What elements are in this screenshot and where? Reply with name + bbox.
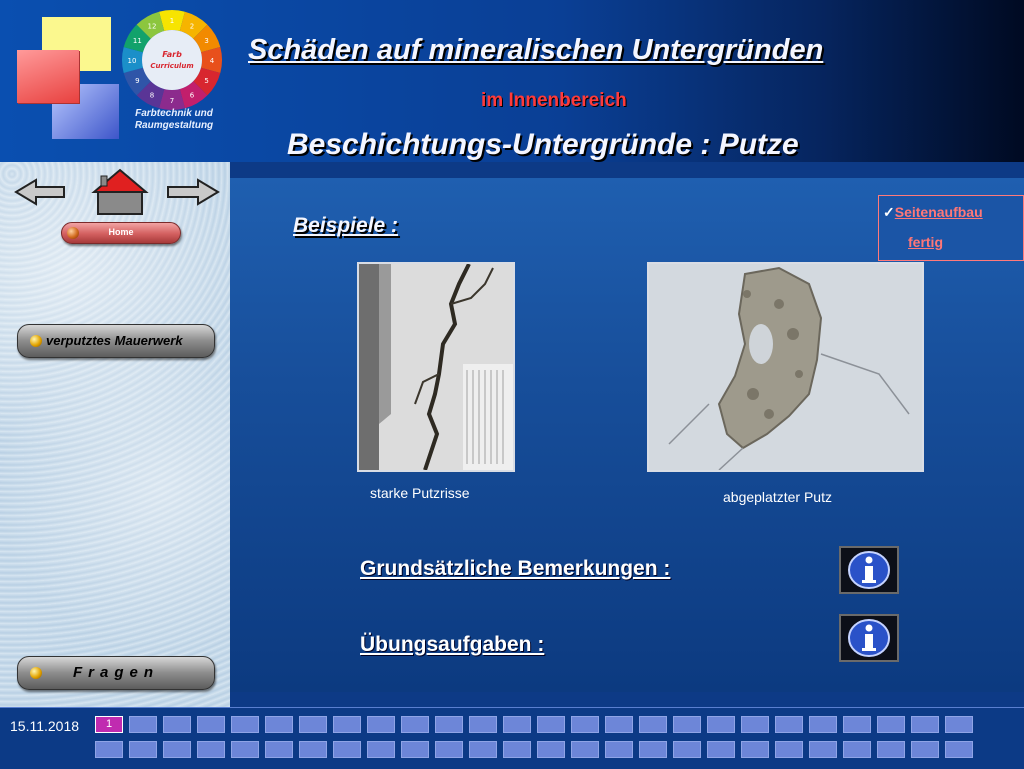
wheel-center [142, 30, 202, 90]
slide-slot[interactable] [367, 716, 395, 733]
wheel-number: 9 [135, 77, 140, 85]
home-house-icon[interactable] [94, 170, 146, 214]
wheel-number: 11 [132, 37, 142, 45]
caption-starke-putzrisse: starke Putzrisse [370, 485, 470, 501]
slide-slot[interactable] [163, 741, 191, 758]
logo-caption-line1: Farbtechnik und [135, 108, 213, 119]
home-button[interactable] [61, 222, 181, 244]
slide-slot[interactable] [537, 741, 565, 758]
slide-slot[interactable] [775, 716, 803, 733]
page-subtitle: im Innenbereich [481, 90, 627, 111]
slide-slot[interactable] [129, 716, 157, 733]
nav-controls [14, 168, 226, 218]
status-line1: Seitenaufbau [894, 204, 983, 220]
slide-slot[interactable] [809, 716, 837, 733]
slide-slot[interactable] [605, 716, 633, 733]
wheel-number: 8 [149, 91, 155, 100]
slide-slot[interactable] [571, 716, 599, 733]
main-content [230, 178, 1024, 692]
slide-slot[interactable] [503, 741, 531, 758]
slide-slot[interactable] [469, 741, 497, 758]
slide-slot[interactable] [299, 741, 327, 758]
slide-slot[interactable] [469, 716, 497, 733]
slide-slot[interactable] [333, 741, 361, 758]
slide-slot[interactable] [911, 716, 939, 733]
logo-caption [126, 108, 222, 132]
uebungsaufgaben-link[interactable]: Übungsaufgaben : [360, 633, 545, 656]
back-arrow-icon[interactable] [16, 180, 64, 204]
info-icon [841, 548, 897, 592]
info-button-uebungsaufgaben[interactable] [839, 614, 899, 662]
slide-slot[interactable] [333, 716, 361, 733]
slide-slot-current[interactable] [95, 716, 123, 733]
slide-slot[interactable] [809, 741, 837, 758]
slide-slot[interactable] [435, 741, 463, 758]
slide-slot[interactable] [673, 716, 701, 733]
slide-slot[interactable] [707, 716, 735, 733]
wheel-number: 6 [189, 91, 195, 100]
slide-slot[interactable] [843, 741, 871, 758]
status-fertig[interactable]: fertig [908, 234, 943, 250]
checkmark-icon: ✓ [883, 204, 895, 220]
slide-slot[interactable] [435, 716, 463, 733]
fragen-button[interactable] [17, 656, 215, 690]
status-box[interactable] [878, 195, 1024, 261]
photo-plaster-cracks [357, 262, 515, 472]
slide-slot[interactable] [639, 716, 667, 733]
sidebar [0, 162, 230, 707]
wheel-number: 5 [204, 77, 209, 85]
slide-slot[interactable] [911, 741, 939, 758]
slide-slot[interactable] [843, 716, 871, 733]
fragen-label: Fragen [73, 664, 160, 681]
slide-slot[interactable] [877, 741, 905, 758]
verputztes-mauerwerk-label: verputztes Mauerwerk [46, 333, 183, 348]
slide-slot[interactable] [367, 741, 395, 758]
slide-slot[interactable] [605, 741, 633, 758]
slide-number: 1 [105, 718, 113, 730]
forward-arrow-icon[interactable] [168, 180, 218, 204]
header [0, 0, 1024, 162]
slide-slot[interactable] [877, 716, 905, 733]
section-title: Beschichtungs-Untergründe : Putze [287, 128, 799, 161]
slide-slot[interactable] [265, 741, 293, 758]
grundsaetzliche-bemerkungen-link[interactable]: Grundsätzliche Bemerkungen : [360, 557, 671, 580]
slide-slot[interactable] [299, 716, 327, 733]
slide-slot[interactable] [231, 741, 259, 758]
caption-abgeplatzter-putz: abgeplatzter Putz [723, 489, 832, 505]
verputztes-mauerwerk-button[interactable] [17, 324, 215, 358]
slide-slot[interactable] [197, 716, 225, 733]
farb-curriculum-logo [120, 8, 224, 112]
wheel-number: 12 [147, 22, 157, 31]
slide-slot[interactable] [95, 741, 123, 758]
wheel-number: 4 [209, 57, 215, 65]
bullet-icon [30, 667, 42, 679]
beispiele-heading: Beispiele : [293, 214, 399, 237]
slide-slot[interactable] [503, 716, 531, 733]
slide-slot[interactable] [571, 741, 599, 758]
logo-caption-line2: Raumgestaltung [134, 120, 214, 131]
slide-slot[interactable] [741, 716, 769, 733]
slide-slot[interactable] [231, 716, 259, 733]
info-icon [841, 616, 897, 660]
slide-slot[interactable] [945, 716, 973, 733]
logo-center-line1: Farb [162, 50, 182, 59]
status-seitenaufbau[interactable] [883, 204, 983, 221]
info-button-bemerkungen[interactable] [839, 546, 899, 594]
decorative-square-red [17, 50, 79, 103]
slide-slot[interactable] [945, 741, 973, 758]
logo-center-line2: Curriculum [150, 62, 194, 70]
slide-slot[interactable] [197, 741, 225, 758]
wheel-number: 7 [169, 97, 175, 105]
slide-slot[interactable] [775, 741, 803, 758]
wheel-number: 3 [204, 37, 209, 45]
page-title: Schäden auf mineralischen Untergründen [248, 34, 824, 66]
bullet-icon [30, 335, 42, 347]
slide-slot[interactable] [673, 741, 701, 758]
wheel-number: 1 [169, 17, 175, 25]
wheel-number: 10 [127, 57, 137, 65]
slide-slot[interactable] [265, 716, 293, 733]
slide-slot[interactable] [163, 716, 191, 733]
slide-slot[interactable] [537, 716, 565, 733]
slide-slot[interactable] [707, 741, 735, 758]
footer-navigation [0, 707, 1024, 769]
slide-slot[interactable] [639, 741, 667, 758]
slide-slot[interactable] [401, 716, 429, 733]
date-label: 15.11.2018 [10, 718, 80, 734]
wheel-number: 2 [189, 22, 195, 31]
photo-spalled-plaster [647, 262, 924, 472]
home-button-label: Home [108, 227, 134, 237]
slide-slot[interactable] [401, 741, 429, 758]
slide-slot[interactable] [129, 741, 157, 758]
slide-slot[interactable] [741, 741, 769, 758]
